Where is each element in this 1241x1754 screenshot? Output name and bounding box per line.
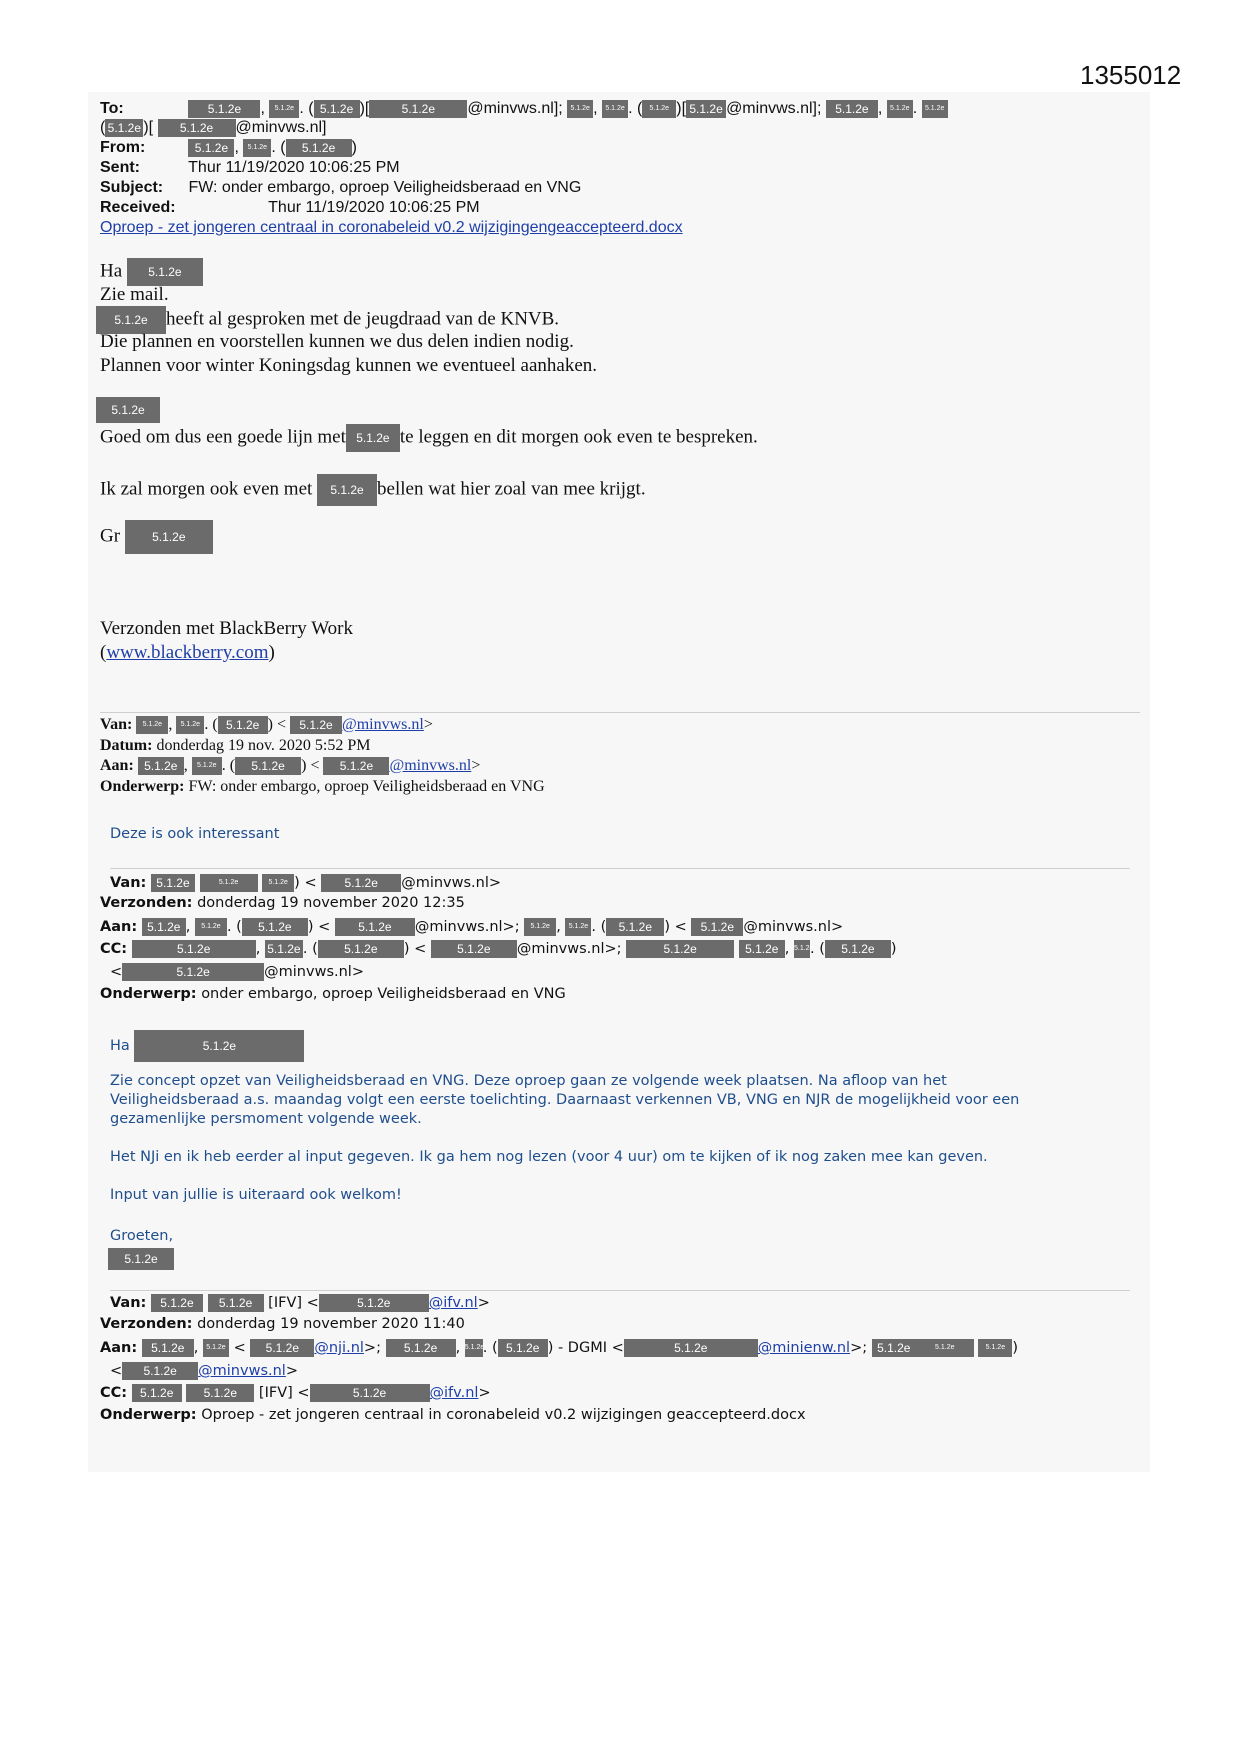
van-email: @minvws.nl>: [401, 875, 502, 891]
body-line: Plannen voor winter Koningsdag kunnen we eventueel aanhaken.: [100, 355, 598, 376]
redaction: 5.1.2e: [498, 1339, 548, 1357]
datum-label: Datum:: [100, 737, 153, 754]
to-domain: @minvws.nl]: [235, 119, 327, 137]
redaction: 5.1.2e: [122, 963, 264, 981]
redaction: 5.1.2e: [265, 940, 303, 958]
received-value: Thur 11/19/2020 10:06:25 PM: [268, 199, 480, 216]
redaction: 5.1.2e: [794, 940, 810, 958]
msg3-paragraph-line: Zie concept opzet van Veiligheidsberaad en VNG. Deze oproep gaan ze volgende week plaatsen. Na afloop van het: [110, 1073, 947, 1089]
to-line-2: ( 5.1.2e )[ 5.1.2e @minvws.nl]: [100, 119, 327, 137]
redaction: 5.1.2e: [105, 119, 143, 137]
aan-label: Aan:: [100, 919, 138, 935]
signoff-line: [100, 520, 213, 554]
msg4-verzonden-line: [100, 1316, 465, 1332]
msg2-aan-line: Aan: 5.1.2e , 5.1.2e . ( 5.1.2e ) < 5.1.2e @minvws.nl>: [100, 757, 481, 774]
blackberry-link[interactable]: www.blackberry.com: [106, 642, 269, 663]
redaction: 5.1.2e: [686, 100, 726, 118]
onderwerp-value: Oproep - zet jongeren centraal in coronabeleid v0.2 wijzigingen geaccepteerd.docx: [201, 1407, 806, 1423]
redaction: 5.1.2e: [151, 1294, 203, 1312]
redaction: 5.1.2e: [319, 1294, 429, 1312]
subject-label: Subject:: [100, 179, 164, 196]
email-link[interactable]: @minvws.nl: [198, 1363, 286, 1379]
msg4-onderwerp-line: [100, 1407, 806, 1423]
verzonden-value: donderdag 19 november 2020 11:40: [197, 1316, 465, 1332]
redaction: 5.1.2e: [188, 100, 260, 118]
redaction: 5.1.2e: [386, 1339, 456, 1357]
aan-email: @minvws.nl>;: [414, 919, 520, 935]
greeting: Ha: [110, 1038, 130, 1054]
redaction: 5.1.2e: [176, 716, 204, 734]
msg3-signature: [108, 1248, 174, 1270]
redaction: 5.1.2e: [978, 1339, 1012, 1357]
to-domain: @minvws.nl];: [726, 100, 822, 118]
redaction: 5.1.2e: [872, 1339, 916, 1357]
received-line: [100, 199, 480, 217]
redaction: 5.1.2e: [642, 100, 676, 118]
redaction: 5.1.2e: [323, 757, 389, 775]
redaction: 5.1.2e: [218, 716, 268, 734]
aan-label: Aan:: [100, 1340, 138, 1356]
msg2-datum-line: [100, 737, 371, 755]
msg3-van-line: Van: 5.1.2e 5.1.2e 5.1.2e ) < 5.1.2e @minvws.nl>: [110, 875, 502, 891]
redaction: 5.1.2e: [195, 918, 227, 936]
body-line: Die plannen en voorstellen kunnen we dus delen indien nodig.: [100, 331, 574, 352]
redaction: 5.1.2e: [122, 1362, 198, 1380]
to-domain: @minvws.nl];: [467, 100, 563, 118]
document-number: 1355012: [1080, 60, 1182, 90]
redaction: 5.1.2e: [158, 119, 236, 137]
redaction: 5.1.2e: [186, 1384, 254, 1402]
redaction: 5.1.2e: [431, 940, 517, 958]
greeting: Ha: [100, 260, 123, 282]
van-label: Van:: [100, 716, 133, 733]
cc-label: CC:: [100, 941, 128, 957]
msg3-aan-line: Aan: 5.1.2e , 5.1.2e . ( 5.1.2e ) < 5.1.2e @minvws.nl>; 5.1.2e , 5.1.2e . ( 5.1.2e ) < 5.1.2e @minvws.nl>: [100, 919, 844, 935]
verzonden-value: donderdag 19 november 2020 12:35: [197, 895, 465, 911]
msg3-verzonden-line: [100, 895, 465, 911]
attachment-link[interactable]: Oproep - zet jongeren centraal in coronabeleid v0.2 wijzigingengeaccepteerd.docx: [100, 219, 683, 236]
redaction: 5.1.2e: [606, 918, 664, 936]
redaction: 5.1.2e: [922, 100, 948, 118]
redaction: 5.1.2e: [321, 874, 401, 892]
sent-label: Sent:: [100, 159, 140, 176]
redaction: 5.1.2e: [188, 139, 234, 157]
redaction: 5.1.2e: [142, 918, 186, 936]
redaction: 5.1.2e: [235, 757, 301, 775]
aan-email: @minvws.nl>: [743, 919, 844, 935]
redaction: 5.1.2e: [286, 139, 352, 157]
redaction: 5.1.2e: [825, 940, 891, 958]
to-label: To:: [100, 100, 124, 118]
msg3-greeting-line: [110, 1030, 304, 1062]
body-text: Goed om dus een goede lijn met: [100, 426, 346, 448]
body-line: Zie mail.: [100, 284, 169, 305]
body-text: te leggen en dit morgen ook even te bespreken.: [399, 426, 758, 448]
body-line: [100, 474, 646, 506]
email-link[interactable]: @ifv.nl: [429, 1385, 479, 1401]
paren: (: [100, 642, 107, 663]
redaction: 5.1.2e: [567, 100, 593, 118]
msg3-closing: Groeten,: [110, 1228, 174, 1244]
email-link[interactable]: @minvws.nl: [342, 716, 424, 733]
redaction: 5.1.2e: [108, 1248, 174, 1270]
received-label: Received:: [100, 199, 176, 216]
redaction: 5.1.2e: [310, 1384, 430, 1402]
msg4-aan-line-2: < 5.1.2e @minvws.nl>: [110, 1363, 298, 1379]
redaction: 5.1.2e: [739, 940, 785, 958]
redaction: 5.1.2e: [243, 139, 271, 157]
separator: [110, 1290, 1130, 1291]
redaction: 5.1.2e: [318, 940, 404, 958]
body-text: bellen wat hier zoal van mee krijgt.: [377, 478, 646, 500]
onderwerp-label: Onderwerp:: [100, 778, 185, 795]
cc-email: @minvws.nl>;: [516, 941, 622, 957]
redaction: 5.1.2e: [916, 1339, 974, 1357]
email-link[interactable]: @minienw.nl: [757, 1340, 851, 1356]
redaction: 5.1.2e: [142, 1339, 194, 1357]
redaction: 5.1.2e: [203, 1339, 229, 1357]
datum-value: donderdag 19 nov. 2020 5:52 PM: [156, 737, 371, 754]
body-line: [96, 306, 559, 334]
redaction: 5.1.2e: [127, 258, 203, 286]
redaction: 5.1.2e: [132, 940, 256, 958]
body-line: [100, 424, 758, 452]
onderwerp-value: onder embargo, oproep Veiligheidsberaad en VNG: [201, 986, 566, 1002]
body-text: heeft al gesproken met de jeugdraad van de KNVB.: [166, 308, 560, 330]
redaction: 5.1.2e: [887, 100, 913, 118]
verzonden-label: Verzonden:: [100, 1316, 193, 1332]
msg3-onderwerp-line: [100, 986, 566, 1002]
redaction: 5.1.2e: [691, 918, 743, 936]
greeting-line: [100, 258, 203, 286]
redaction: 5.1.2e: [624, 1339, 758, 1357]
separator: [110, 868, 1130, 869]
redaction: 5.1.2e: [96, 306, 166, 334]
redaction: 5.1.2e: [317, 474, 377, 506]
cc-label: CC:: [100, 1385, 128, 1401]
redaction: 5.1.2e: [314, 100, 360, 118]
sent-value: Thur 11/19/2020 10:06:25 PM: [188, 159, 400, 176]
msg3-cc-line: CC: 5.1.2e , 5.1.2e . ( 5.1.2e ) < 5.1.2e @minvws.nl>; 5.1.2e 5.1.2e , 5.1.2e. ( 5.1.2e ): [100, 941, 897, 957]
msg3-cc-line-2: < 5.1.2e @minvws.nl>: [110, 964, 364, 980]
msg4-van-line: Van: 5.1.2e 5.1.2e [IFV] < 5.1.2e @ifv.nl>: [110, 1295, 490, 1311]
onderwerp-label: Onderwerp:: [100, 986, 197, 1002]
msg3-paragraph-line: gezamenlijke persmoment volgende week.: [110, 1111, 422, 1127]
redaction-line: [96, 397, 160, 423]
onderwerp-value: FW: onder embargo, oproep Veiligheidsberaad en VNG: [188, 778, 545, 795]
from-line: From: 5.1.2e , 5.1.2e . ( 5.1.2e ): [100, 139, 357, 157]
from-label: From:: [100, 139, 146, 157]
msg4-cc-line: CC: 5.1.2e 5.1.2e [IFV] < 5.1.2e @ifv.nl>: [100, 1385, 491, 1401]
redaction: 5.1.2e: [290, 716, 342, 734]
to-line-1: To: 5.1.2e , 5.1.2e . ( 5.1.2e )[ 5.1.2e @minvws.nl]; 5.1.2e , 5.1.2e . ( 5.1.2e )[ 5.1.2e @minvws.nl]; 5.1.2e , 5.1.2e . 5.1.2e: [100, 100, 948, 118]
redaction: 5.1.2e: [151, 874, 195, 892]
msg2-onderwerp-line: [100, 778, 545, 796]
van-label: Van:: [110, 875, 147, 891]
redaction: 5.1.2e: [262, 874, 294, 892]
email-link[interactable]: @nji.nl: [314, 1340, 364, 1356]
signoff: Gr: [100, 525, 121, 547]
redaction: 5.1.2e: [242, 918, 308, 936]
body-text: Ik zal morgen ook even met: [100, 478, 313, 500]
sent-line: [100, 159, 400, 177]
msg4-aan-line: Aan: 5.1.2e , 5.1.2e < 5.1.2e @nji.nl>; 5.1.2e , 5.1.2e. ( 5.1.2e ) - DGMI < 5.1.2e @minienw.nl>; 5.1.2e 5.1.2e 5.1.2e ): [100, 1340, 1019, 1356]
msg3-paragraph: Input van jullie is uiteraard ook welkom!: [110, 1187, 402, 1203]
paren: ): [268, 642, 275, 663]
van-org: [IFV] <: [268, 1295, 319, 1311]
aan-label: Aan:: [100, 757, 134, 774]
subject-line: [100, 179, 581, 197]
redaction: 5.1.2e: [602, 100, 628, 118]
redaction: 5.1.2e: [132, 1384, 182, 1402]
separator: [100, 712, 1140, 713]
redaction: 5.1.2e: [524, 918, 556, 936]
msg2-body: Deze is ook interessant: [110, 826, 280, 842]
cc-org: [IFV] <: [258, 1385, 310, 1401]
onderwerp-label: Onderwerp:: [100, 1407, 197, 1423]
msg3-paragraph: Het NJi en ik heb eerder al input gegeven. Ik ga hem nog lezen (voor 4 uur) om te kijken of ik nog zaken mee kan geven.: [110, 1149, 988, 1165]
redaction: 5.1.2e: [565, 918, 591, 936]
redaction: 5.1.2e: [269, 100, 299, 118]
van-label: Van:: [110, 1295, 147, 1311]
redaction: 5.1.2e: [200, 874, 258, 892]
msg2-van-line: Van: 5.1.2e , 5.1.2e . ( 5.1.2e ) < 5.1.2e @minvws.nl>: [100, 716, 433, 733]
redaction: 5.1.2e: [369, 100, 467, 118]
verzonden-label: Verzonden:: [100, 895, 193, 911]
subject-value: FW: onder embargo, oproep Veiligheidsberaad en VNG: [188, 179, 582, 196]
redaction: 5.1.2e: [208, 1294, 264, 1312]
redaction: 5.1.2e: [125, 520, 213, 554]
footer-link-line: [100, 642, 275, 664]
redaction: 5.1.2e: [626, 940, 734, 958]
email-link[interactable]: @minvws.nl: [389, 757, 472, 774]
redaction: 5.1.2e: [134, 1030, 304, 1062]
aan-dgmi: ) - DGMI <: [547, 1340, 624, 1356]
redaction: 5.1.2e: [250, 1339, 314, 1357]
footer-line: Verzonden met BlackBerry Work: [100, 618, 353, 639]
redaction: 5.1.2e: [335, 918, 415, 936]
cc-email: @minvws.nl>: [264, 964, 364, 980]
redaction: 5.1.2e: [346, 424, 400, 452]
redaction: 5.1.2e: [192, 757, 222, 775]
redaction: 5.1.2e: [826, 100, 878, 118]
redaction: 5.1.2e: [465, 1339, 483, 1357]
redaction: 5.1.2e: [96, 397, 160, 423]
redaction: 5.1.2e: [138, 757, 184, 775]
email-link[interactable]: @ifv.nl: [428, 1295, 478, 1311]
msg3-paragraph-line: Veiligheidsberaad a.s. maandag volgt een eerste toelichting. Daarnaast verkennen VB, VNG en NJR de mogelijkheid voor een: [110, 1092, 1020, 1108]
redaction: 5.1.2e: [136, 716, 168, 734]
